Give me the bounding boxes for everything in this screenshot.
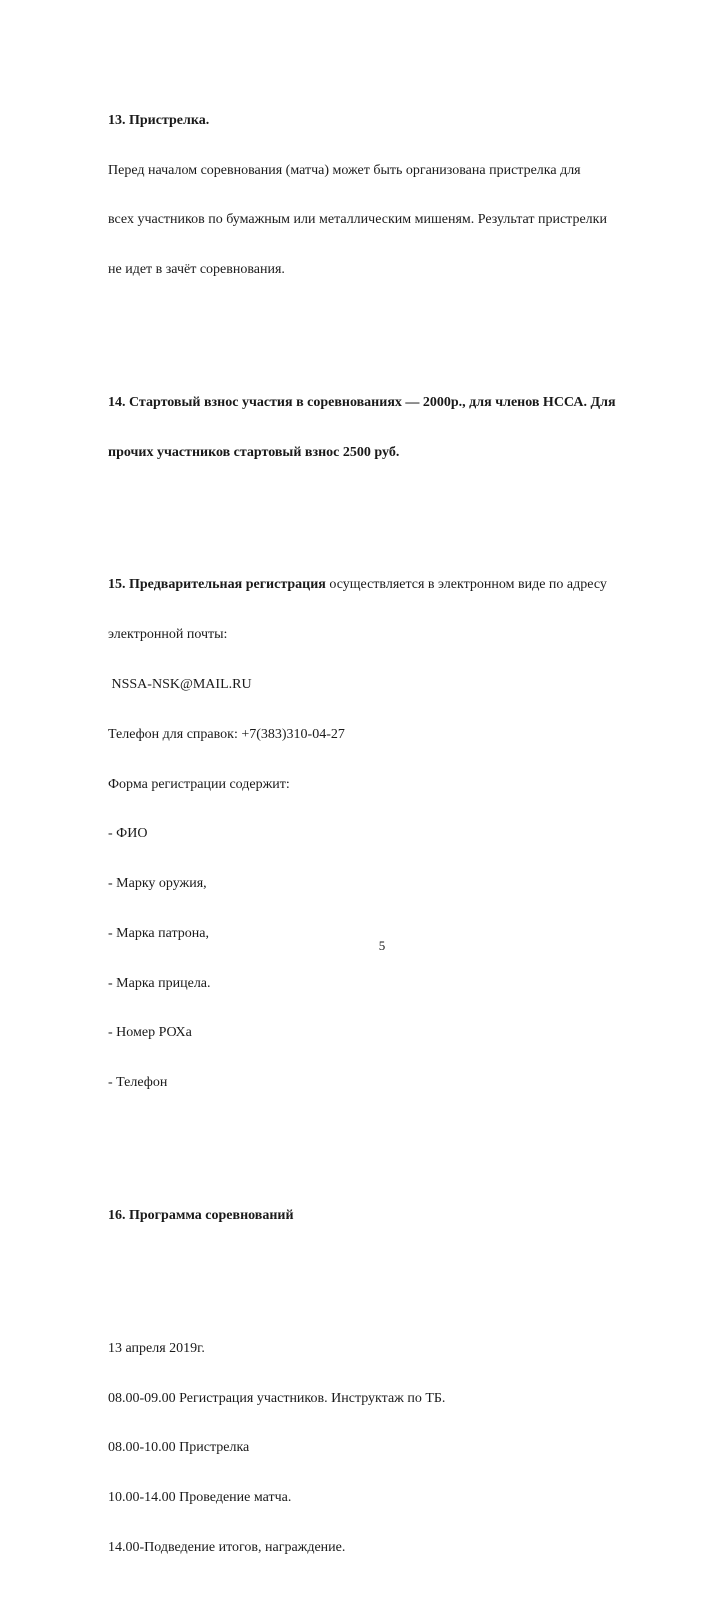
section-15-lead-line: электронной почты: — [108, 627, 228, 643]
list-item: - Номер РОХа — [108, 1025, 192, 1041]
list-item: - Марку оружия, — [108, 876, 207, 892]
section-16-heading: 16. Программа соревнований — [108, 1207, 294, 1223]
schedule-line: 08.00-09.00 Регистрация участников. Инструктаж по ТБ. — [108, 1390, 446, 1406]
schedule-line: 14.00-Подведение итогов, награждение. — [108, 1539, 346, 1555]
phone-line: Телефон для справок: +7(383)310-04-27 — [108, 726, 345, 742]
section-15-heading: 15. Предварительная регистрация — [108, 577, 326, 593]
list-item: - Телефон — [108, 1075, 168, 1091]
schedule-line: 08.00-10.00 Пристрелка — [108, 1440, 250, 1456]
blank-line — [108, 1274, 656, 1291]
blank-line — [108, 329, 656, 346]
section-15-lead-line — [108, 577, 656, 594]
section-13-paragraph-line: не идет в зачёт соревнования. — [108, 262, 285, 278]
document-content — [108, 63, 656, 1606]
section-13-paragraph-line: всех участников по бумажным или металлическим мишеням. Результат пристрелки — [108, 212, 607, 228]
email-address: NSSA-NSK@MAIL.RU — [108, 676, 252, 692]
page-number: 5 — [378, 938, 386, 953]
list-item: - ФИО — [108, 826, 148, 842]
section-13-heading: 13. Пристрелка. — [108, 112, 210, 128]
section-13-paragraph-line: Перед началом соревнования (матча) может быть организована пристрелка для — [108, 162, 581, 178]
schedule-line: 10.00-14.00 Проведение матча. — [108, 1490, 292, 1506]
blank-line — [108, 1142, 656, 1159]
schedule-date-line: 13 апреля 2019г. — [108, 1340, 205, 1356]
section-15-lead-rest: осуществляется в электронном виде по адресу — [325, 577, 607, 593]
blank-line — [108, 511, 656, 528]
section-14-heading-line: прочих участников стартовый взнос 2500 руб. — [108, 444, 400, 460]
section-14-heading-line: 14. Стартовый взнос участия в соревнованиях — 2000р., для членов НССА. Для — [108, 394, 616, 410]
form-intro-line: Форма регистрации содержит: — [108, 776, 290, 792]
list-item: - Марка патрона, — [108, 925, 209, 941]
list-item: - Марка прицела. — [108, 975, 211, 991]
